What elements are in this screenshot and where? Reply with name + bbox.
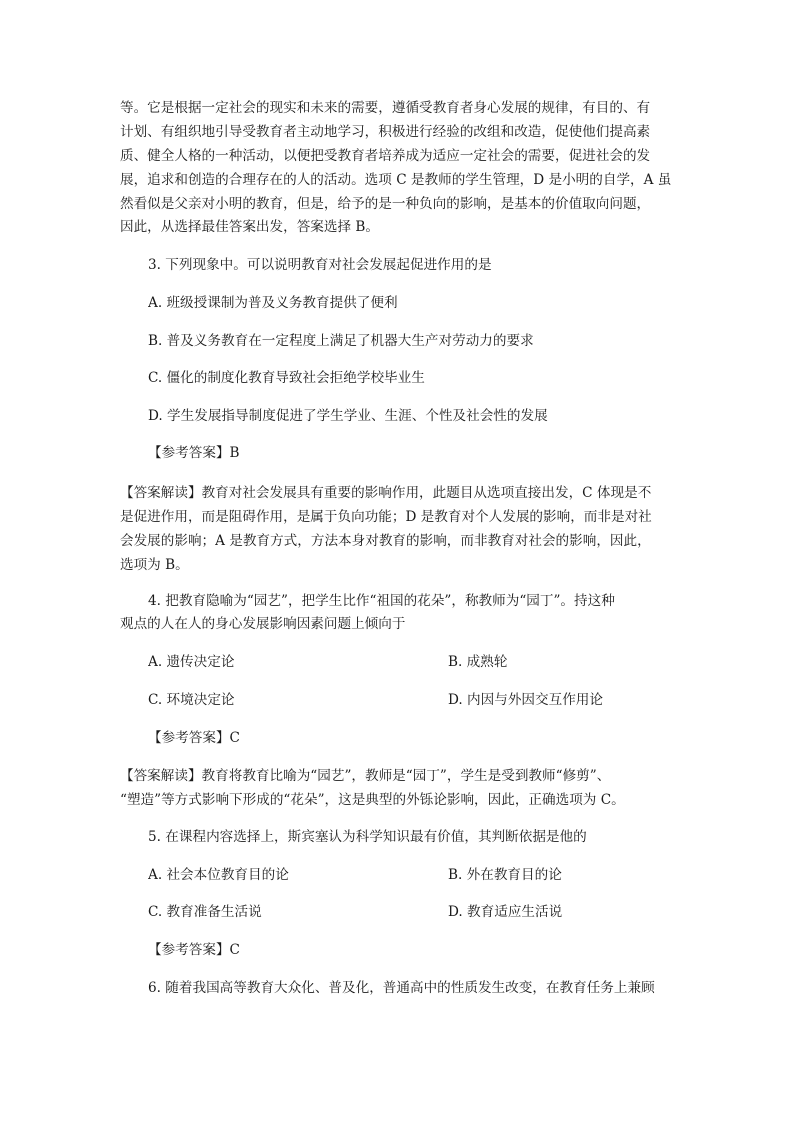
paragraph-line: 因此，从选择最佳答案出发，答案选择 B。 (120, 219, 379, 235)
question-3-explanation-line: 会发展的影响；A 是教育方式，方法本身对教育的影响，而非教育对社会的影响，因此， (120, 533, 651, 549)
paragraph-line: 然看似是父亲对小明的教育，但是，给予的是一种负向的影响，是基本的价值取向问题， (120, 196, 651, 212)
question-3-explanation-line: 选项为 B。 (120, 557, 189, 573)
paragraph-line: 质、健全人格的一种活动，以便把受教育者培养成为适应一定社会的需要，促进社会的发 (120, 148, 651, 164)
question-3-answer: 【参考答案】B (148, 445, 240, 461)
question-3-explanation-line: 是促进作用，而是阻碍作用，是属于负向功能；D 是教育对个人发展的影响，而非是对社 (120, 509, 652, 525)
question-5-answer: 【参考答案】C (148, 942, 240, 958)
question-3-stem: 3. 下列现象中。可以说明教育对社会发展起促进作用的是 (148, 257, 492, 273)
question-4-stem: 观点的人在人的身心发展影响因素问题上倾向于 (120, 616, 406, 632)
question-5-option-a: A. 社会本位教育目的论 (148, 867, 289, 883)
question-4-option-d: D. 内因与外因交互作用论 (448, 692, 603, 708)
question-5-stem: 5. 在课程内容选择上，斯宾塞认为科学知识最有价值，其判断依据是他的 (148, 829, 587, 845)
question-4-option-b: B. 成熟轮 (448, 654, 508, 670)
question-5-option-c: C. 教育准备生活说 (148, 904, 262, 920)
question-3-explanation-line: 【答案解读】教育对社会发展具有重要的影响作用，此题目从选项直接出发，C 体现是不 (120, 485, 652, 501)
question-3-option-a: A. 班级授课制为普及义务教育提供了便利 (148, 295, 398, 311)
question-4-explanation-line: 【答案解读】教育将教育比喻为“园艺”，教师是“园丁”，学生是受到教师“修剪”、 (120, 768, 611, 784)
question-4-option-c: C. 环境决定论 (148, 692, 235, 708)
paragraph-line: 等。它是根据一定社会的现实和未来的需要，遵循受教育者身心发展的规律，有目的、有 (120, 100, 651, 116)
paragraph-line: 计划、有组织地引导受教育者主动地学习，积极进行经验的改组和改造，促使他们提高素 (120, 124, 651, 140)
question-3-option-b: B. 普及义务教育在一定程度上满足了机器大生产对劳动力的要求 (148, 333, 534, 349)
question-4-option-a: A. 遗传决定论 (148, 654, 235, 670)
question-4-explanation-line: “塑造”等方式影响下形成的“花朵”，这是典型的外铄论影响，因此，正确选项为 C。 (120, 792, 625, 808)
question-3-option-c: C. 僵化的制度化教育导致社会拒绝学校毕业生 (148, 370, 425, 386)
question-4-answer: 【参考答案】C (148, 730, 240, 746)
question-6-stem: 6. 随着我国高等教育大众化、普及化，普通高中的性质发生改变，在教育任务上兼顾 (148, 980, 655, 996)
question-4-stem: 4. 把教育隐喻为“园艺”，把学生比作“祖国的花朵”，称教师为“园丁”。持这种 (148, 593, 615, 609)
question-5-option-d: D. 教育适应生活说 (448, 904, 563, 920)
question-5-option-b: B. 外在教育目的论 (448, 867, 562, 883)
paragraph-line: 展，追求和创造的合理存在的人的活动。选项 C 是教师的学生管理，D 是小明的自学，A 虽 (120, 172, 672, 188)
question-3-option-d: D. 学生发展指导制度促进了学生学业、生涯、个性及社会性的发展 (148, 408, 548, 424)
